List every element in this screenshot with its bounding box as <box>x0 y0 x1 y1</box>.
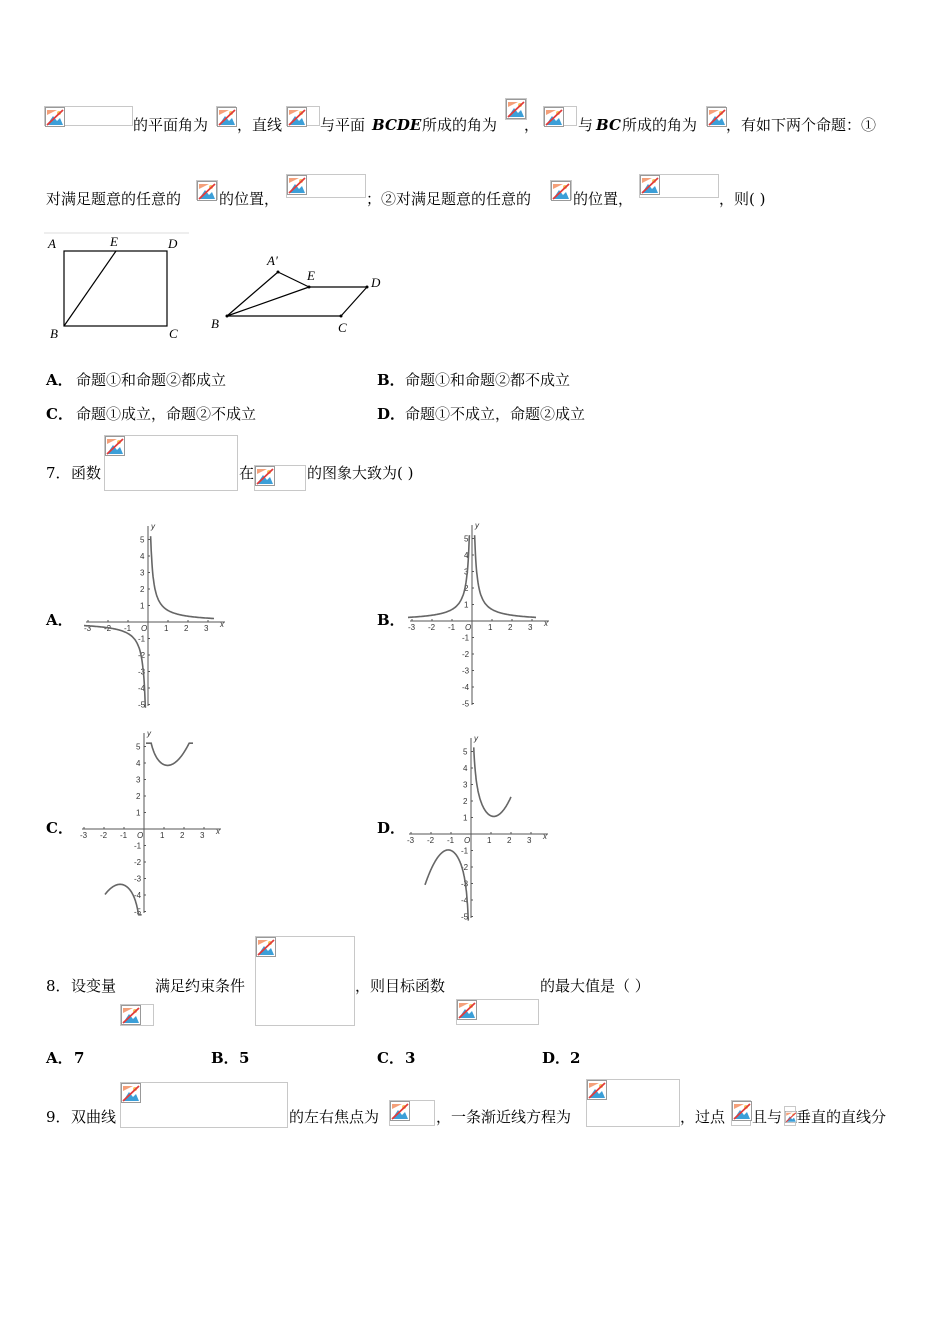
x-tick-label: -2 <box>100 831 108 840</box>
q6-text: ，直线 <box>237 116 283 134</box>
q7-text: 函数 <box>71 464 102 482</box>
y-tick-label: -5 <box>138 700 146 710</box>
y-axis-name: y <box>474 734 478 743</box>
y-tick-label: -5 <box>134 907 142 917</box>
x-tick-label: -1 <box>124 624 132 633</box>
q8-text: 满足约束条件 <box>155 977 246 995</box>
x-tick-label: -3 <box>408 623 416 632</box>
y-tick-label: 4 <box>140 552 145 561</box>
x-tick-label: -2 <box>427 836 435 845</box>
q8-number: 8． <box>46 977 71 995</box>
option-A-text: 命题①和命题②都成立 <box>76 371 227 389</box>
q6-text: ，有如下两个命题：① <box>726 116 877 134</box>
broken-image-icon <box>390 1101 410 1121</box>
label-A-prime: A′ <box>267 253 278 268</box>
origin-label: O <box>464 836 471 845</box>
y-tick-label: 5 <box>463 747 468 757</box>
q7-text: 在 <box>239 464 255 482</box>
broken-image-icon <box>587 1080 607 1100</box>
y-tick-label: -2 <box>461 863 469 872</box>
q6-text: ；②对满足题意的任意的 <box>366 190 532 208</box>
x-tick-label: 3 <box>528 623 533 632</box>
y-tick-label: 4 <box>463 764 468 773</box>
origin-label: O <box>141 624 148 633</box>
y-tick-label: 2 <box>464 584 469 593</box>
broken-image-icon <box>256 937 276 957</box>
q6-text: 所成的角为 <box>422 116 498 134</box>
label-C: C <box>169 326 178 341</box>
x-tick-label: -2 <box>428 623 436 632</box>
x-tick-label: -1 <box>448 623 456 632</box>
q6-text: ， <box>524 116 540 134</box>
q6-text: 与平面 <box>320 116 366 134</box>
q9-text: 且与 <box>752 1108 783 1126</box>
origin-label: O <box>465 623 472 632</box>
label-A: A <box>48 236 56 251</box>
q9-text: 双曲线 <box>71 1108 117 1126</box>
x-axis-name: x <box>220 620 224 629</box>
label-C: C <box>338 320 347 335</box>
y-tick-label: -3 <box>462 666 470 676</box>
q8-option-C-text: 3 <box>405 1049 416 1067</box>
q6-text: 与 <box>578 116 594 134</box>
graph-A-label: A． <box>46 611 73 629</box>
q8-option-B-label: B． <box>211 1049 239 1067</box>
y-tick-label: -4 <box>138 684 146 693</box>
y-tick-label: -2 <box>138 651 146 660</box>
y-tick-label: -1 <box>138 634 146 644</box>
q9-text: 的左右焦点为 <box>289 1108 380 1126</box>
x-tick-label: 1 <box>488 623 493 632</box>
x-axis-name: x <box>216 827 220 836</box>
formula-image <box>120 1004 154 1026</box>
x-tick-label: 2 <box>180 831 185 840</box>
q8-option-B-text: 5 <box>239 1049 250 1067</box>
y-tick-label: 2 <box>136 792 141 801</box>
x-tick-label: 3 <box>204 624 209 633</box>
y-tick-label: 1 <box>136 808 141 818</box>
option-B-text: 命题①和命题②都不成立 <box>405 371 571 389</box>
q6-text: ，则( ) <box>719 190 766 208</box>
y-tick-label: -1 <box>134 841 142 851</box>
origin-label: O <box>137 831 144 840</box>
y-tick-label: 4 <box>136 759 141 768</box>
option-C-label: C． <box>46 405 73 423</box>
y-tick-label: -4 <box>461 896 469 905</box>
label-E: E <box>110 234 118 249</box>
option-D-text: 命题①不成立，命题②成立 <box>405 405 586 423</box>
x-tick-label: 1 <box>160 831 165 840</box>
y-tick-label: -1 <box>461 846 469 856</box>
x-tick-label: 1 <box>164 624 169 633</box>
x-tick-label: 3 <box>527 836 532 845</box>
formula-image <box>784 1106 796 1126</box>
x-axis-name: x <box>544 619 548 628</box>
q7-text: 的图象大致为( ) <box>307 464 414 482</box>
y-tick-label: -5 <box>462 699 470 709</box>
formula-image <box>389 1100 435 1126</box>
y-axis-name: y <box>475 521 479 530</box>
y-tick-label: 3 <box>136 775 141 785</box>
q8-option-C-label: C． <box>377 1049 404 1067</box>
x-tick-label: -3 <box>407 836 415 845</box>
y-tick-label: -2 <box>134 858 142 867</box>
q8-text: 的最大值是（ ） <box>540 977 650 995</box>
q7-number: 7． <box>46 464 71 482</box>
y-tick-label: 5 <box>140 535 145 545</box>
y-axis-name: y <box>147 729 151 738</box>
q6-text: 的平面角为 <box>133 116 209 134</box>
formula-image <box>586 1079 680 1127</box>
q8-option-D-text: 2 <box>570 1049 581 1067</box>
graph-D-label: D． <box>377 819 406 837</box>
y-tick-label: 2 <box>463 797 468 806</box>
broken-image-icon <box>121 1005 141 1025</box>
x-tick-label: 2 <box>507 836 512 845</box>
graph-B-label: B． <box>377 611 405 629</box>
formula-image <box>255 936 355 1026</box>
y-tick-label: -3 <box>461 879 469 889</box>
option-B-label: B． <box>377 371 405 389</box>
option-A-label: A． <box>46 371 73 389</box>
q6-text: 对满足题意的任意的 <box>46 190 182 208</box>
x-axis-name: x <box>543 832 547 841</box>
y-tick-label: -3 <box>138 667 146 677</box>
y-tick-label: -4 <box>134 891 142 900</box>
q9-text: ，过点 <box>680 1108 726 1126</box>
curve-branch-1 <box>473 748 511 816</box>
broken-image-icon <box>732 1101 752 1121</box>
x-tick-label: 3 <box>200 831 205 840</box>
x-tick-label: 1 <box>487 836 492 845</box>
q9-text: 垂直的直线分 <box>796 1108 887 1126</box>
q8-text: 设变量 <box>71 977 117 995</box>
y-tick-label: -5 <box>461 912 469 922</box>
q6-text: 的位置， <box>573 190 634 208</box>
formula-image <box>731 1100 751 1126</box>
q6-text: 所成的角为 <box>622 116 698 134</box>
broken-image-icon <box>457 1000 477 1020</box>
q8-option-D-label: D． <box>542 1049 571 1067</box>
label-D: D <box>168 236 178 251</box>
q9-number: 9． <box>46 1108 71 1126</box>
formula-image <box>120 1082 288 1128</box>
y-axis-name: y <box>151 522 155 531</box>
formula-image <box>456 999 539 1025</box>
option-C-text: 命题①成立，命题②不成立 <box>76 405 257 423</box>
x-tick-label: -1 <box>120 831 128 840</box>
y-tick-label: -1 <box>462 633 470 643</box>
q9-text: ，一条渐近线方程为 <box>436 1108 572 1126</box>
y-tick-label: 1 <box>463 813 468 823</box>
x-tick-label: 2 <box>508 623 513 632</box>
y-tick-label: 3 <box>464 567 469 577</box>
y-tick-label: -4 <box>462 683 470 692</box>
q6-text: 的位置， <box>219 190 280 208</box>
y-tick-label: 1 <box>140 601 145 611</box>
x-tick-label: -3 <box>80 831 88 840</box>
y-tick-label: 1 <box>464 600 469 610</box>
label-B: B <box>211 316 219 331</box>
q8-option-A-text: 7 <box>74 1049 85 1067</box>
q6-italic-text: BC <box>596 116 621 134</box>
y-tick-label: 5 <box>136 742 141 752</box>
label-D: D <box>371 275 381 290</box>
y-tick-label: 2 <box>140 585 145 594</box>
x-tick-label: -1 <box>447 836 455 845</box>
x-tick-label: 2 <box>184 624 189 633</box>
q8-option-A-label: A． <box>46 1049 73 1067</box>
y-tick-label: 3 <box>463 780 468 790</box>
x-tick-label: -2 <box>104 624 112 633</box>
y-tick-label: 3 <box>140 568 145 578</box>
y-tick-label: 5 <box>464 534 469 544</box>
q8-text: ，则目标函数 <box>355 977 446 995</box>
label-E: E <box>307 268 315 283</box>
label-B: B <box>50 326 58 341</box>
option-D-label: D． <box>377 405 406 423</box>
y-tick-label: -3 <box>134 874 142 884</box>
x-tick-label: -3 <box>84 624 92 633</box>
y-tick-label: 4 <box>464 551 469 560</box>
q6-italic-text: BCDE <box>372 116 422 134</box>
broken-image-icon <box>121 1083 141 1103</box>
graph-C-label: C． <box>46 819 73 837</box>
y-tick-label: -2 <box>462 650 470 659</box>
